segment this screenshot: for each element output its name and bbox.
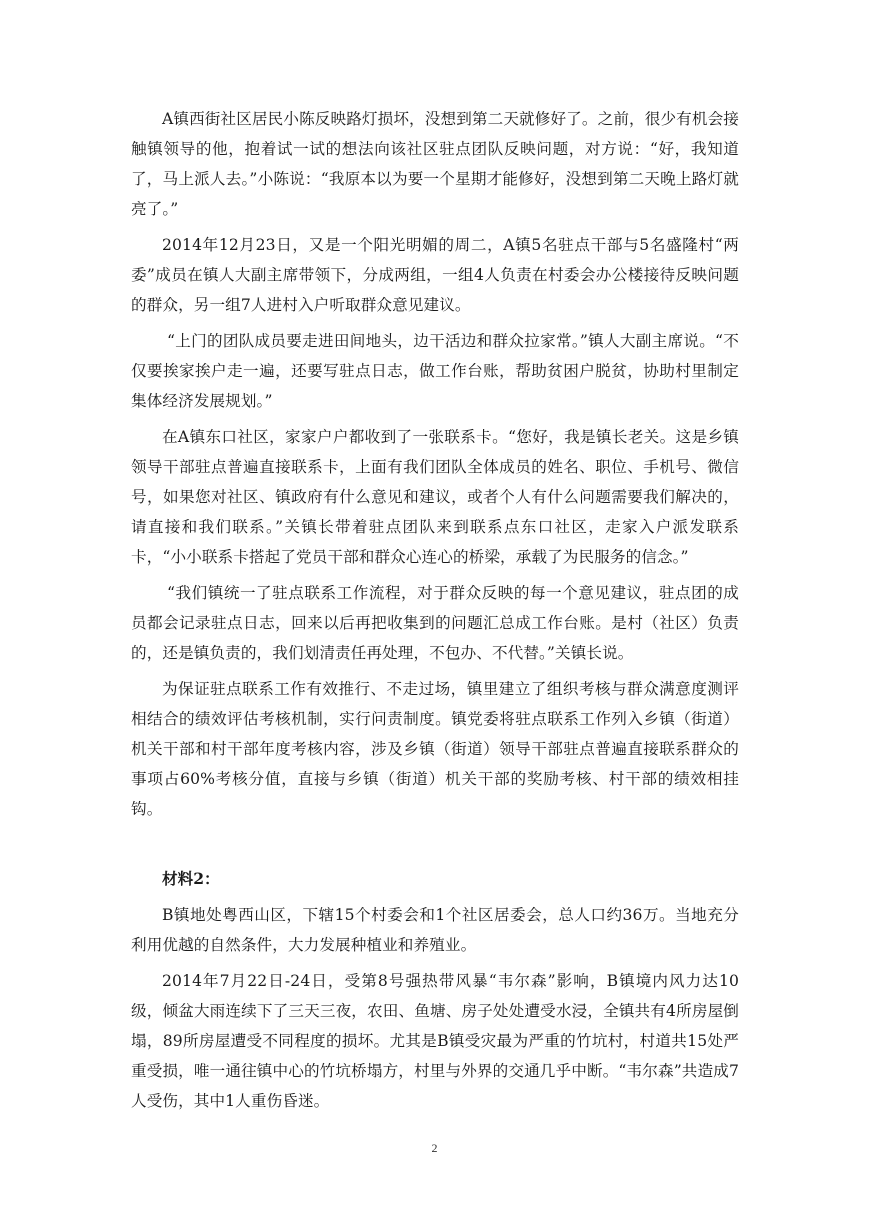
paragraph-assessment: 为保证驻点联系工作有效推行、不走过场，镇里建立了组织考核与群众满意度测评相结合的绩效评估考核机制，实行问责制度。镇党委将驻点联系工作列入乡镇（街道）机关干部和村干部年度考核内容，涉及乡镇（街道）领导干部驻点普遍直接联系群众的事项占60%考核分值，直接与乡镇（街道）机关干部的奖励考核、村干部的绩效相挂钩。 xyxy=(131,680,739,818)
document-body xyxy=(131,104,739,1122)
section-heading-material-2: 材料2： xyxy=(162,869,220,888)
paragraph-team-quote: “上门的团队成员要走进田间地头，边干活边和群众拉家常。”镇人大副主席说。“不仅要挨家挨户走一遍，还要写驻点日志，做工作台账，帮助贫困户脱贫，协助村里制定集体经济发展规划。” xyxy=(131,332,739,410)
paragraph-streetlight: A镇西街社区居民小陈反映路灯损坏，没想到第二天就修好了。之前，很少有机会接触镇领导的他，抱着试一试的想法向该社区驻点团队反映问题，对方说：“好，我知道了，马上派人去。”小陈说：“我原本以为要一个星期才能修好，没想到第二天晚上路灯就亮了。” xyxy=(131,110,739,218)
page-number: 2 xyxy=(431,1141,438,1155)
paragraph-visit-date: 2014年12月23日，又是一个阳光明媚的周二，A镇5名驻点干部与5名盛隆村“两委”成员在镇人大副主席带领下，分成两组，一组4人负责在村委会办公楼接待反映问题的群众，另一组7人进村入户听取群众意见建议。 xyxy=(131,236,739,314)
paragraph-typhoon: 2014年7月22日-24日，受第8号强热带风暴“韦尔森”影响，B镇境内风力达10级，倾盆大雨连续下了三天三夜，农田、鱼塘、房子处处遭受水浸，全镇共有4所房屋倒塌，89所房屋遭受不同程度的损坏。尤其是B镇受灾最为严重的竹坑村，村道共15处严重受损，唯一通往镇中心的竹坑桥塌方，村里与外界的交通几乎中断。“韦尔森”共造成7人受伤，其中1人重伤昏迷。 xyxy=(131,972,739,1110)
paragraph-workflow-quote: “我们镇统一了驻点联系工作流程，对于群众反映的每一个意见建议，驻点团的成员都会记录驻点日志，回来以后再把收集到的问题汇总成工作台账。是村（社区）负责的，还是镇负责的，我们划清责任再处理，不包办、不代替。”关镇长说。 xyxy=(131,584,739,662)
paragraph-contact-card: 在A镇东口社区，家家户户都收到了一张联系卡。“您好，我是镇长老关。这是乡镇领导干部驻点普遍直接联系卡，上面有我们团队全体成员的姓名、职位、手机号、微信号，如果您对社区、镇政府有什么意见和建议，或者个人有什么问题需要我们解决的，请直接和我们联系。”关镇长带着驻点团队来到联系点东口社区，走家入户派发联系卡，“小小联系卡搭起了党员干部和群众心连心的桥梁，承载了为民服务的信念。” xyxy=(131,428,739,566)
paragraph-town-b-intro: B镇地处粤西山区，下辖15个村委会和1个社区居委会，总人口约36万。当地充分利用优越的自然条件，大力发展种植业和养殖业。 xyxy=(131,906,739,954)
